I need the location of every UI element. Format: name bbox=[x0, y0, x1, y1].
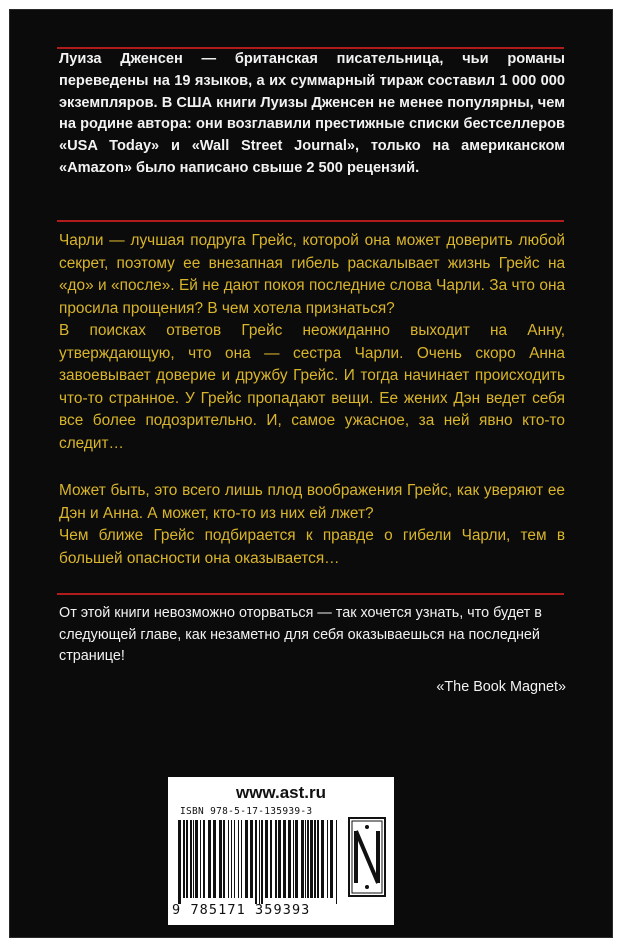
divider-rule bbox=[57, 593, 564, 595]
barcode-bar bbox=[234, 820, 235, 898]
barcode-bar bbox=[186, 820, 188, 898]
barcode-bar bbox=[307, 820, 309, 898]
barcode-bar bbox=[330, 820, 333, 898]
barcode-bar bbox=[223, 820, 225, 898]
barcode-bar bbox=[310, 820, 313, 898]
barcode-bar bbox=[255, 820, 257, 904]
plot-paragraph-4: Чем ближе Грейс подбирается к правде о гибели Чарли, тем в большей опасности она оказывается… bbox=[59, 527, 565, 567]
barcode-bar bbox=[259, 820, 260, 904]
plot-paragraph-1: Чарли — лучшая подруга Грейс, которой она может доверить любой секрет, поэтому ее внезапная гибель раскалывает жизнь Грейс на «до» и «после». Ей не дают покоя последние слова Чарли. За что она просила прощения? В чем хотела признаться? bbox=[59, 232, 565, 317]
barcode-bar bbox=[241, 820, 242, 898]
barcode-bar bbox=[195, 820, 198, 898]
review-source: «The Book Magnet» bbox=[436, 679, 566, 695]
barcode-bar bbox=[203, 820, 205, 898]
barcode-bar bbox=[238, 820, 239, 898]
barcode-bar bbox=[317, 820, 319, 898]
barcode-bar bbox=[228, 820, 229, 898]
barcode-bar bbox=[270, 820, 272, 898]
barcode bbox=[178, 820, 340, 904]
barcode-bar bbox=[213, 820, 216, 898]
barcode-bar bbox=[327, 820, 328, 898]
plot-paragraph-3: Может быть, это всего лишь плод воображения Грейс, как уверяют ее Дэн и Анна. А может, кто-то из них ей лжет? bbox=[59, 482, 565, 522]
review-quote: От этой книги невозможно оторваться — так хочется узнать, что будет в следующей главе, как незаметно для себя оказываешься на последней странице! bbox=[59, 605, 542, 664]
barcode-bar bbox=[275, 820, 277, 898]
barcode-bar bbox=[321, 820, 324, 898]
barcode-bar bbox=[336, 820, 337, 904]
barcode-bar bbox=[293, 820, 294, 898]
barcode-bar bbox=[305, 820, 306, 898]
barcode-bar bbox=[219, 820, 222, 898]
barcode-bar bbox=[231, 820, 232, 898]
barcode-bar bbox=[314, 820, 316, 898]
barcode-bar bbox=[301, 820, 304, 898]
barcode-bar bbox=[178, 820, 181, 904]
plot-paragraph-2: В поисках ответов Грейс неожиданно выходит на Анну, утверждающую, что она — сестра Чарли. Очень скоро Анна завоевывает доверие и дружбу Грейс. И тогда начинает происходить что-то странное. У Грейс пропадают вещи. Ее жених Дэн ведет себя все более подозрительно. И, самое ужасное, за ней явно кто-то следит… bbox=[59, 322, 565, 452]
barcode-bar bbox=[278, 820, 281, 898]
isbn-text: ISBN 978-5-17-135939-3 bbox=[180, 806, 313, 817]
barcode-bar bbox=[193, 820, 194, 898]
publisher-site: www.ast.ru bbox=[235, 783, 327, 802]
barcode-bar bbox=[200, 820, 201, 898]
barcode-bar bbox=[183, 820, 185, 898]
barcode-bar bbox=[245, 820, 248, 898]
divider-rule bbox=[57, 220, 564, 222]
author-bio: Луиза Дженсен — британская писательница, чьи романы переведены на 19 языков, а их суммарный тираж составил 1 000 000 экземпляров. В США книги Луизы Дженсен не менее популярны, чем на родине автора: они возглавили престижные списки бестселлеров «USA Today» и «Wall Street Journal», только на американском «Amazon» было написано свыше 2 500 рецензий. bbox=[59, 51, 565, 176]
barcode-panel bbox=[168, 777, 394, 925]
publisher-logo-icon bbox=[348, 817, 386, 897]
barcode-bar bbox=[250, 820, 253, 898]
barcode-bar bbox=[190, 820, 192, 898]
barcode-bar bbox=[208, 820, 211, 898]
back-cover bbox=[9, 9, 613, 938]
barcode-digits: 9 785171 359393 bbox=[172, 902, 311, 918]
barcode-bar bbox=[261, 820, 263, 904]
barcode-bar bbox=[295, 820, 298, 898]
barcode-bar bbox=[288, 820, 291, 898]
barcode-bar bbox=[283, 820, 286, 898]
barcode-bar bbox=[265, 820, 268, 898]
